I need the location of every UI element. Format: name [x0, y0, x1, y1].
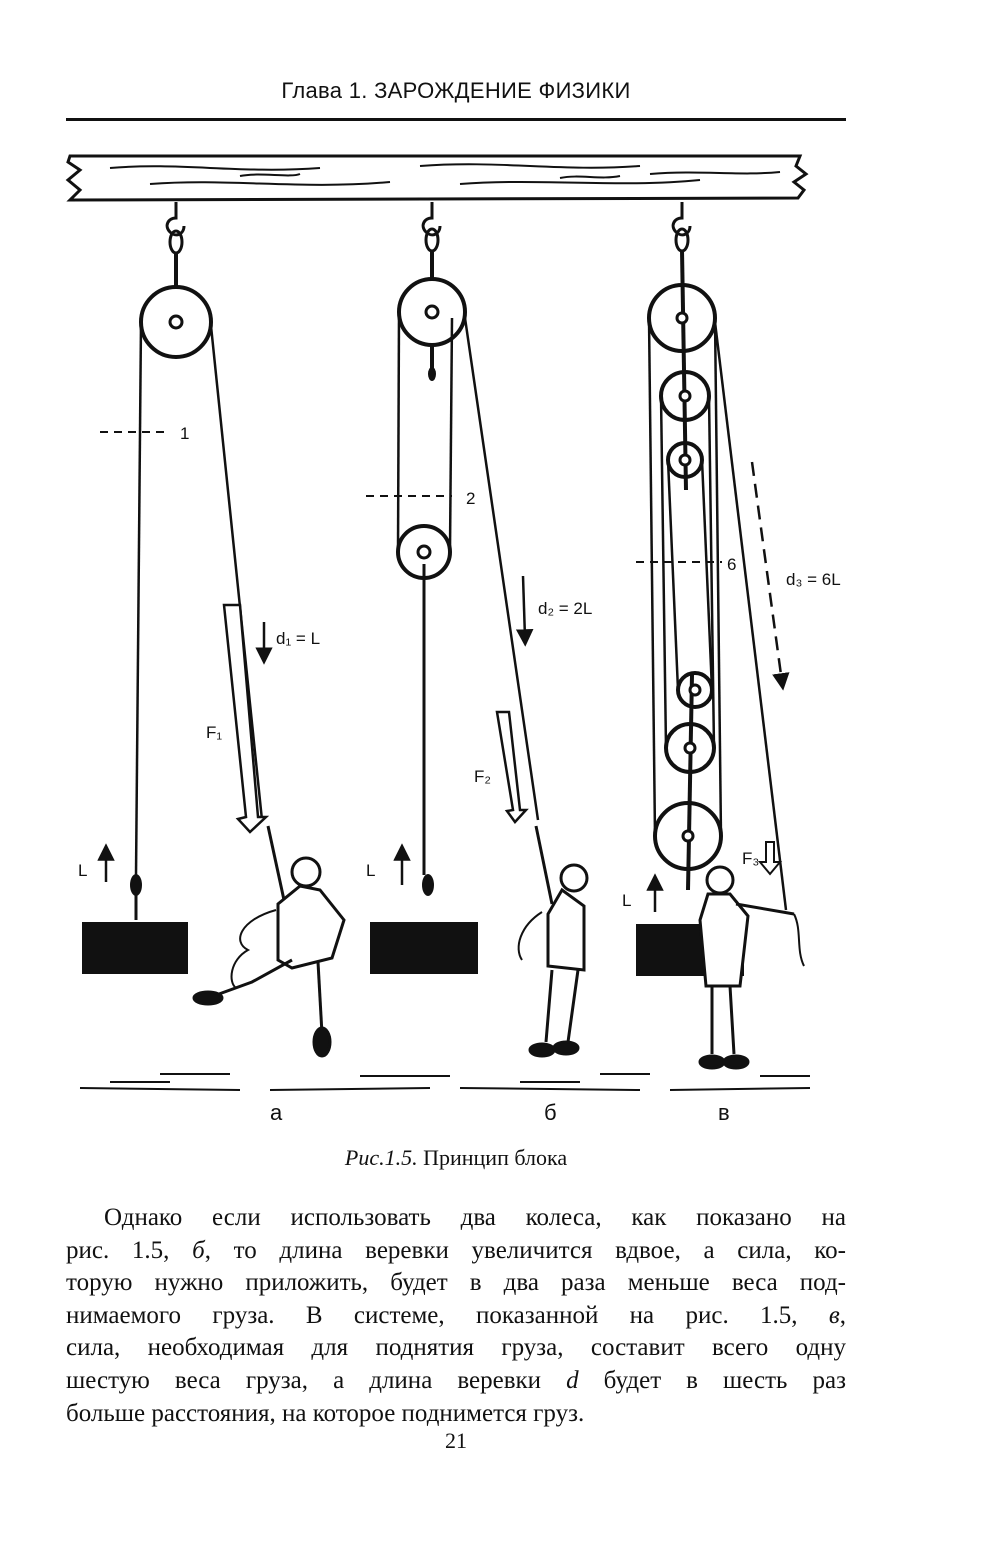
- label-lift-c: L: [622, 891, 632, 910]
- panel-letter-a: а: [270, 1100, 283, 1125]
- body-line-2-text-b: , то длина веревки увеличится вдвое, а сила, ко-: [204, 1236, 846, 1264]
- label-f2: F₂: [474, 767, 491, 786]
- label-level-6: 6: [727, 555, 737, 574]
- panel-b-two-pulleys: [366, 202, 538, 974]
- label-d3: d₃ = 6L: [786, 570, 841, 589]
- body-line-2-emphasis: б: [192, 1236, 205, 1264]
- body-line-6-emphasis: d: [566, 1366, 579, 1394]
- label-lift-b: L: [366, 861, 376, 880]
- figure-caption-text: Принцип блока: [423, 1145, 568, 1170]
- body-line-4: [66, 1300, 846, 1333]
- panel-letter-c: в: [718, 1100, 730, 1125]
- body-line-3-text: торую нужно приложить, будет в два раза меньше веса под-: [66, 1269, 846, 1297]
- label-d2: d₂ = 2L: [538, 599, 593, 618]
- worker-b-figure: [519, 826, 587, 1056]
- body-line-6-text-b: будет в шесть раз: [578, 1366, 846, 1394]
- body-paragraph: [66, 1202, 846, 1430]
- label-level-1: 1: [180, 424, 190, 443]
- page-number: 21: [445, 1428, 467, 1453]
- worker-a-figure: [194, 826, 344, 1056]
- body-line-3: [66, 1267, 846, 1300]
- body-line-5-text: сила, необходимая для поднятия груза, составит всего одну: [66, 1334, 846, 1362]
- body-line-7-text: больше расстояния, на которое поднимется груз.: [66, 1399, 585, 1427]
- panel-letter-b: б: [544, 1100, 557, 1125]
- body-line-7: [66, 1398, 846, 1431]
- body-line-6: [66, 1365, 846, 1398]
- ceiling-beam: [68, 156, 806, 200]
- ground-lines: [80, 1074, 810, 1090]
- label-lift-a: L: [78, 861, 88, 880]
- figure-caption: [0, 1145, 912, 1171]
- chapter-header: Глава 1. ЗАРОЖДЕНИЕ ФИЗИКИ: [281, 78, 631, 103]
- body-line-4-text-b: ,: [839, 1301, 846, 1329]
- body-line-6-text-a: шестую веса груза, а длина веревки: [66, 1366, 567, 1394]
- body-line-5: [66, 1332, 846, 1365]
- panel-a-single-pulley: [82, 202, 266, 974]
- body-line-4-emphasis: в: [828, 1301, 840, 1329]
- label-f1: F₁: [206, 723, 223, 742]
- worker-c-figure: [700, 867, 804, 1068]
- body-line-1-text: Однако если использовать два колеса, как показано на: [104, 1204, 846, 1231]
- pulley-figure: [0, 130, 1000, 1130]
- label-level-2: 2: [466, 489, 476, 508]
- body-line-1: [66, 1202, 846, 1235]
- figure-caption-label: Рис.1.5.: [344, 1145, 418, 1170]
- panel-c-six-pulleys: [636, 202, 786, 976]
- label-d1: d₁ = L: [276, 629, 321, 648]
- body-line-2-text-a: рис. 1.5,: [66, 1236, 193, 1264]
- label-f3: F₃: [742, 849, 760, 868]
- body-line-2: [66, 1235, 846, 1268]
- header-rule: [66, 118, 846, 121]
- body-line-4-text-a: нимаемого груза. В системе, показанной на рис. 1.5,: [66, 1301, 829, 1329]
